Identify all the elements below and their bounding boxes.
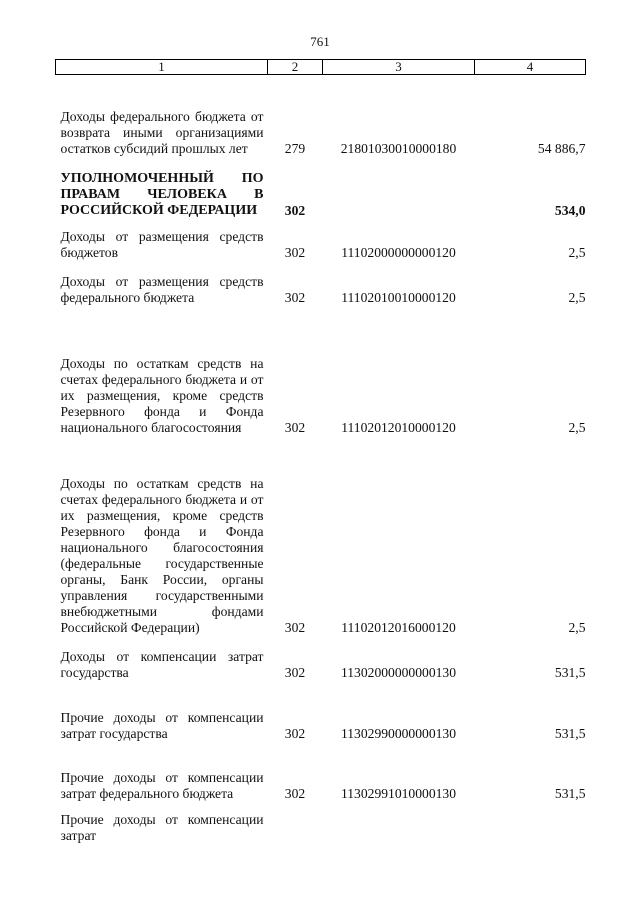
table-row (56, 636, 586, 681)
row-admin-code (268, 802, 323, 844)
row-name: Доходы федерального бюджета от возврата иными организациями остатков субсидий прошлых лет (60, 109, 264, 156)
row-amount: 531,5 (554, 665, 586, 680)
row-revenue-code (323, 157, 475, 219)
row-name: Доходы от размещения средств федерального бюджета (60, 274, 264, 305)
table-row (56, 681, 586, 742)
table-row (56, 75, 586, 158)
row-name: Прочие доходы от компенсации затрат федерального бюджета (60, 770, 264, 801)
row-amount: 2,5 (568, 245, 586, 260)
row-revenue-code: 11102010010000120 (341, 290, 456, 305)
row-amount: 2,5 (568, 290, 586, 305)
row-amount: 2,5 (568, 420, 586, 435)
row-name: Доходы от размещения средств бюджетов (60, 229, 264, 260)
row-admin-code: 302 (284, 665, 306, 680)
column-header-4: 4 (475, 60, 586, 75)
table-row (56, 742, 586, 802)
row-revenue-code: 11302991010000130 (340, 786, 457, 801)
row-admin-code: 302 (284, 203, 306, 218)
row-admin-code: 279 (284, 141, 306, 156)
row-amount: 54 886,7 (537, 141, 586, 156)
revenue-table (55, 59, 586, 844)
table-row (56, 261, 586, 306)
row-admin-code: 302 (284, 620, 306, 635)
row-revenue-code: 11302000000000130 (340, 665, 457, 680)
row-revenue-code: 21801030010000180 (340, 141, 457, 156)
table-row (56, 306, 586, 436)
row-amount: 531,5 (554, 786, 586, 801)
column-header-3: 3 (323, 60, 475, 75)
row-revenue-code: 11102012016000120 (341, 620, 456, 635)
row-name: Доходы от компенсации затрат государства (60, 649, 264, 680)
table-row (56, 219, 586, 261)
row-revenue-code: 11302990000000130 (340, 726, 457, 741)
row-name: Прочие доходы от компенсации затрат (60, 812, 264, 843)
column-header-2: 2 (268, 60, 323, 75)
row-admin-code: 302 (284, 290, 306, 305)
row-revenue-code (323, 802, 475, 844)
row-admin-code: 302 (284, 726, 306, 741)
row-revenue-code: 11102012010000120 (341, 420, 456, 435)
row-name: Доходы по остаткам средств на счетах федерального бюджета и от их размещения, кроме средств Резервного фонда и Фонда национального благосостояния (федеральные государственные органы, Банк России, органы управления государственными внебюджетными фондами Российской Федерации) (60, 476, 264, 635)
table-row (56, 802, 586, 844)
row-amount (475, 802, 586, 844)
row-name: УПОЛНОМОЧЕННЫЙ ПО ПРАВАМ ЧЕЛОВЕКА В РОССИЙСКОЙ ФЕДЕРАЦИИ (60, 171, 264, 218)
page-number: 761 (310, 34, 330, 49)
column-header-1: 1 (56, 60, 268, 75)
table-row (56, 436, 586, 636)
row-revenue-code: 11102000000000120 (341, 245, 456, 260)
row-name: Прочие доходы от компенсации затрат государства (60, 710, 264, 741)
row-amount: 531,5 (554, 726, 586, 741)
header-row (56, 60, 586, 75)
row-admin-code: 302 (284, 420, 306, 435)
row-amount: 2,5 (568, 620, 586, 635)
row-name: Доходы по остаткам средств на счетах федерального бюджета и от их размещения, кроме средств Резервного фонда и Фонда национального благосостояния (60, 356, 264, 435)
row-admin-code: 302 (284, 786, 306, 801)
table-row (56, 157, 586, 219)
row-admin-code: 302 (284, 245, 306, 260)
row-amount: 534,0 (554, 203, 586, 218)
